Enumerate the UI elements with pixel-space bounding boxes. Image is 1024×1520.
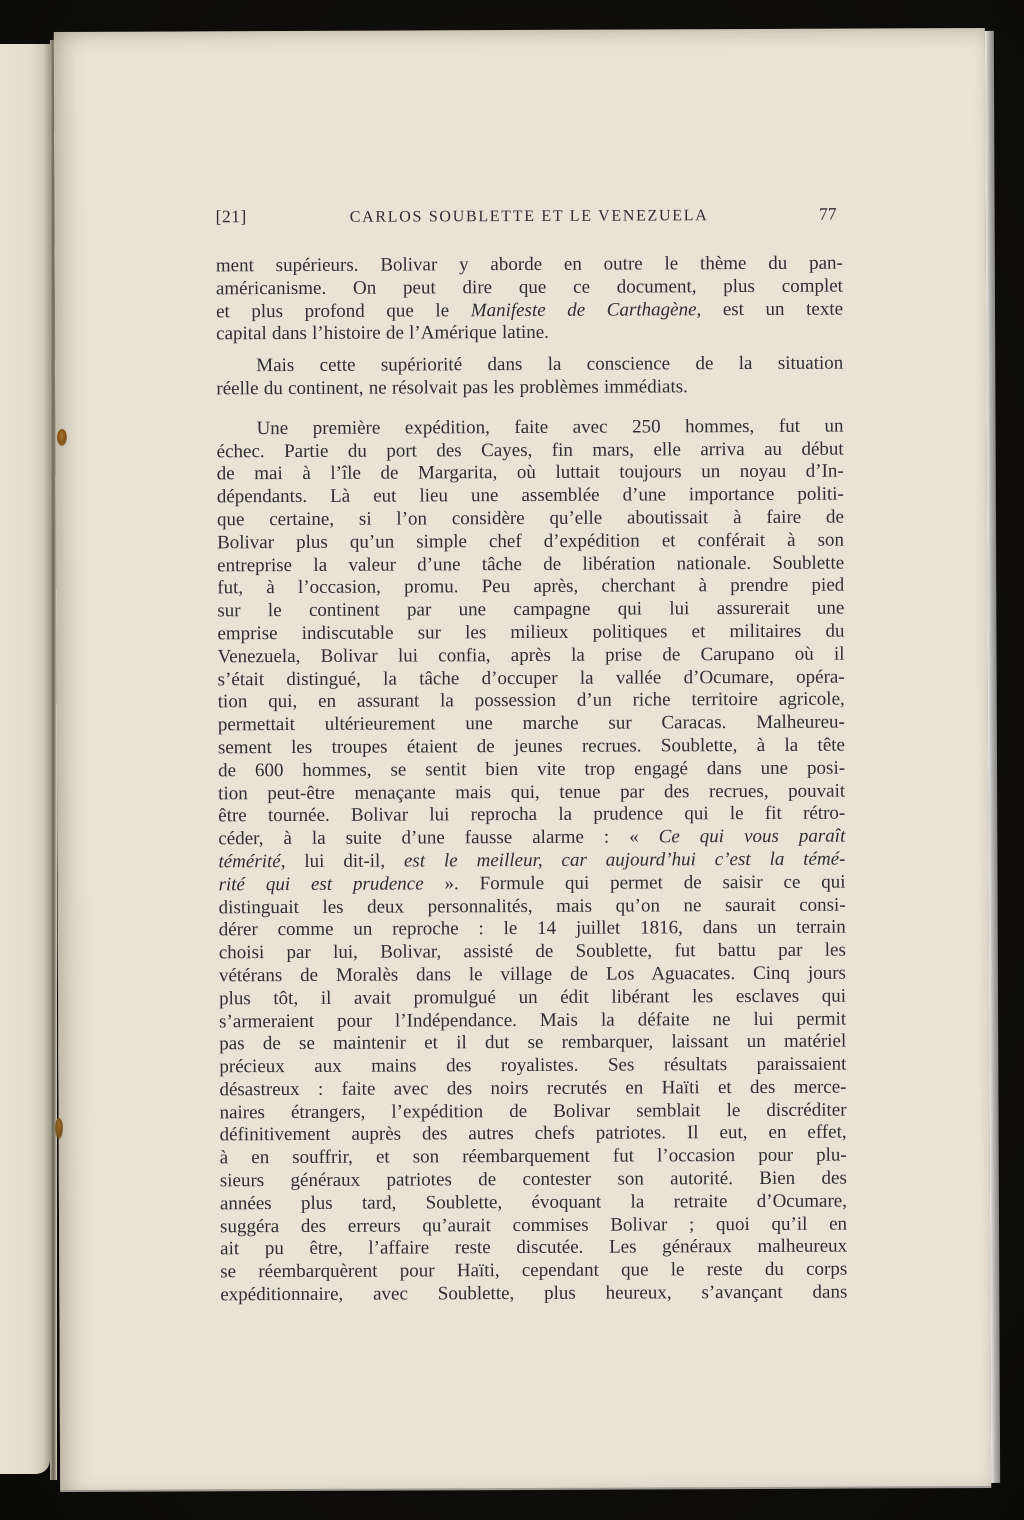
text-segment: entreprise la valeur d’une tâche de libération nationale. Soublette <box>217 552 845 576</box>
text-line <box>219 985 846 1011</box>
text-segment: suggéra des erreurs qu’aurait commises Bolivar ; quoi qu’il en <box>219 1213 848 1237</box>
text-line <box>219 1008 846 1034</box>
text-segment: sieurs généraux patriotes de contester son autorité. Bien des <box>219 1167 847 1192</box>
citation-number: [21] <box>215 206 247 227</box>
left-facing-page-edge <box>0 44 50 1474</box>
text-segment: définitivement auprès des autres chefs patriotes. Il eut, en effet, <box>219 1122 847 1146</box>
text-segment: céder, à la suite d’une fausse alarme : « <box>218 826 659 850</box>
text-line <box>216 298 843 324</box>
text-segment: tion qui, en assurant la possession d’un riche territoire agricole, <box>217 688 845 713</box>
text-line <box>219 1031 846 1057</box>
text-line <box>217 484 844 510</box>
text-segment: vétérans de Moralès dans le village de Los Aguacates. Cinq jours <box>218 962 846 987</box>
text-line <box>220 1259 847 1285</box>
text-line <box>217 552 844 578</box>
text-line <box>219 1054 846 1080</box>
text-segment: Ce qui vous paraît <box>658 825 846 848</box>
text-line <box>219 917 846 943</box>
text-segment: échec. Partie du port des Cayes, fin mars, elle arriva au début <box>216 438 844 462</box>
paragraph <box>216 353 843 401</box>
text-line <box>216 376 843 402</box>
text-line <box>218 689 845 715</box>
foxing-spot <box>55 1118 63 1139</box>
text-segment: Bolivar plus qu’un simple chef d’expédition et conférait à son <box>217 529 845 554</box>
text-segment: sement les troupes étaient de jeunes recrues. Soublette, à la tête <box>217 734 845 759</box>
text-segment: naires étrangers, l’expédition de Bolivar semblait le discréditer <box>219 1099 847 1124</box>
text-segment: de mai à l’île de Margarita, où luttait toujours un noyau d’In- <box>216 460 844 485</box>
text-line <box>217 507 844 533</box>
text-line <box>216 353 843 379</box>
text-line <box>217 461 844 487</box>
page-body <box>216 253 848 1308</box>
foxing-spot <box>57 429 67 446</box>
text-line <box>219 962 846 988</box>
text-line <box>217 415 844 441</box>
text-segment: expéditionnaire, avec Soublette, plus heureux, s’avançant dans <box>220 1281 848 1306</box>
page-stack-edge <box>985 31 1000 1483</box>
text-line <box>220 1190 847 1216</box>
text-segment: rité qui est prudence <box>218 873 424 896</box>
book-page <box>54 28 991 1490</box>
text-line <box>220 1122 847 1148</box>
page-number: 77 <box>819 203 837 224</box>
text-line <box>217 598 844 624</box>
text-line <box>219 940 846 966</box>
text-line <box>220 1236 847 1262</box>
text-line <box>218 757 845 783</box>
text-segment: s’armeraient pour l’Indépendance. Mais la défaite ne lui permit <box>219 1008 847 1032</box>
paragraph <box>216 253 843 347</box>
text-segment: dérer comme un reproche : le 14 juillet 1816, dans un terrain <box>218 916 846 941</box>
text-segment: que certaine, si l’on considère qu’elle aboutissait à faire de <box>216 506 844 531</box>
text-line <box>220 1282 847 1308</box>
text-segment: américanisme. On peut dire que ce document, plus complet <box>215 275 843 300</box>
text-segment: Venezuela, Bolivar lui confia, après la prise de Carupano où il <box>217 643 845 668</box>
text-segment: ait pu être, l’affaire reste discutée. Les généraux malheureux <box>220 1236 848 1260</box>
text-line <box>218 849 845 875</box>
text-line <box>218 735 845 761</box>
text-segment: sur le continent par une campagne qui lui assurerait une <box>217 597 845 622</box>
running-title: CARLOS SOUBLETTE ET LE VENEZUELA <box>349 207 709 226</box>
text-segment: lui dit-il, <box>285 850 405 872</box>
text-segment: ». Formule qui permet de saisir ce qui <box>423 871 846 895</box>
text-line <box>218 871 845 897</box>
text-segment: plus tôt, il avait promulgué un édit libérant les esclaves qui <box>218 985 847 1010</box>
text-segment: est le meilleur, car aujourd’hui c’est la témé- <box>403 848 846 872</box>
text-line <box>219 1099 846 1125</box>
text-segment: tion peut-être menaçante mais qui, tenue par des recrues, pouvait <box>218 780 846 804</box>
text-segment: permettait ultérieurement une marche sur Caracas. Malheureu- <box>217 711 845 736</box>
text-line <box>218 803 845 829</box>
text-segment: réelle du continent, ne résolvait pas les problèmes immédiats. <box>216 376 688 400</box>
text-segment: fut, à l’occasion, promu. Peu après, cherchant à prendre pied <box>217 574 845 599</box>
text-line <box>217 438 844 464</box>
paragraph <box>217 415 848 1307</box>
text-segment: emprise indiscutable sur les milieux politiques et militaires du <box>217 620 845 645</box>
text-segment: s’était distingué, la tâche d’occuper la vallée d’Ocumare, opéra- <box>217 666 845 690</box>
text-segment: capital dans l’histoire de l’Amérique latine. <box>216 322 549 345</box>
text-segment: Une première expédition, faite avec 250 hommes, fut un <box>256 415 844 439</box>
text-segment: à en souffrir, et son réembarquement fut l’occasion pour plu- <box>219 1144 847 1169</box>
text-segment: est un texte <box>701 298 844 320</box>
text-line <box>217 529 844 555</box>
text-line <box>218 712 845 738</box>
text-segment: années plus tard, Soublette, évoquant la retraite d’Ocumare, <box>219 1190 847 1215</box>
text-segment: distinguait les deux personnalités, mais qu’on ne saurait consi- <box>218 894 846 918</box>
text-line <box>218 643 845 669</box>
text-line <box>219 894 846 920</box>
text-segment: se réembarquèrent pour Haïti, cependant que le reste du corps <box>220 1258 848 1283</box>
text-segment: désastreux : faite avec des noirs recrutés en Haïti et des merce- <box>219 1076 847 1101</box>
text-line <box>217 575 844 601</box>
text-line <box>220 1168 847 1194</box>
text-line <box>217 621 844 647</box>
text-segment: choisi par lui, Bolivar, assisté de Soublette, fut battu par les <box>218 939 846 964</box>
text-segment: et plus profond que le <box>215 299 471 322</box>
text-line <box>216 275 843 301</box>
text-segment: dépendants. Là eut lieu une assemblée d’une importance politi- <box>216 483 844 508</box>
page-header <box>216 204 843 228</box>
text-segment: Manifeste de Carthagène, <box>470 298 702 321</box>
text-line <box>218 780 845 806</box>
text-line <box>216 321 843 347</box>
text-segment: pas de se maintenir et il dut se rembarquer, laissant un matériel <box>219 1030 847 1055</box>
text-line <box>218 666 845 692</box>
text-segment: précieux aux mains des royalistes. Ses résultats paraissaient <box>219 1053 847 1078</box>
text-segment: Mais cette supériorité dans la conscience de la situation <box>256 352 844 377</box>
text-line <box>220 1213 847 1239</box>
text-line <box>219 1076 846 1102</box>
text-line <box>216 253 843 279</box>
text-line <box>218 826 845 852</box>
text-segment: de 600 hommes, se sentit bien vite trop engagé dans une posi- <box>218 757 846 782</box>
text-segment: témérité, <box>218 850 286 873</box>
text-segment: être tournée. Bolivar lui reprocha la prudence qui le fit rétro- <box>218 802 846 827</box>
text-segment: ment supérieurs. Bolivar y aborde en outre le thème du pan- <box>215 252 843 277</box>
text-line <box>220 1145 847 1171</box>
